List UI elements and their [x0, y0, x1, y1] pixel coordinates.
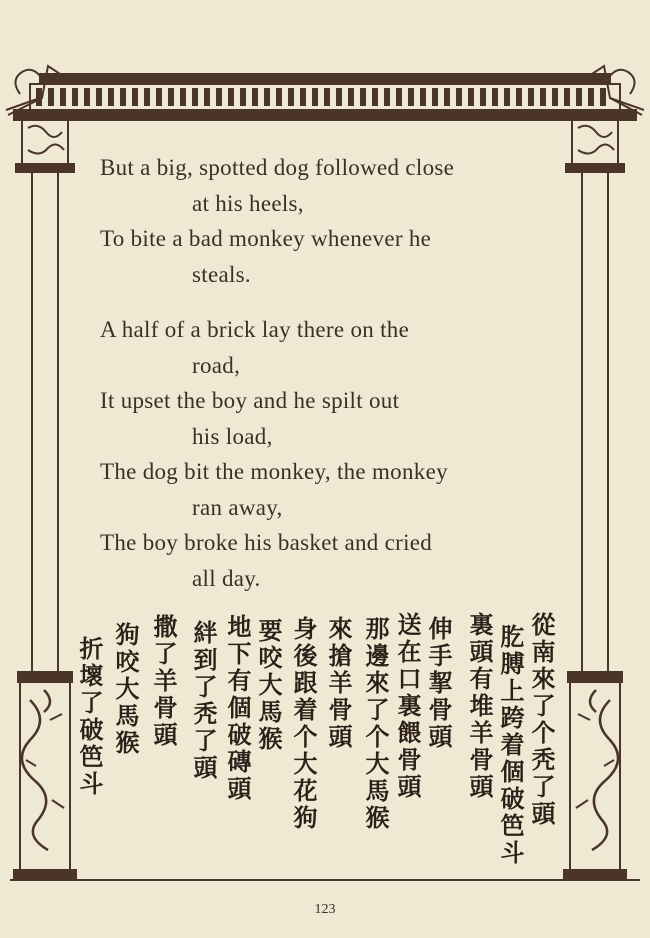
- chinese-column: 送在口裏餵骨頭: [393, 612, 422, 801]
- poem-text: [100, 150, 540, 596]
- poem-line: steals.: [192, 261, 251, 287]
- chinese-column: 伸手挈骨頭: [424, 616, 453, 751]
- chinese-column: 裏頭有堆羊骨頭: [465, 612, 494, 801]
- poem-line: ran away,: [192, 494, 283, 520]
- page-number: 123: [314, 902, 336, 917]
- chinese-column: 要咬大馬猴: [254, 618, 283, 753]
- poem-line: To bite a bad monkey whenever he: [100, 226, 432, 251]
- right-pillar: [564, 120, 626, 880]
- chinese-column: 地下有個破磚頭: [223, 614, 252, 803]
- chinese-column: 那邊來了个大馬猴: [361, 616, 390, 832]
- chinese-column: 來搶羊骨頭: [324, 616, 353, 751]
- chinese-column: 狗咬大馬猴: [111, 622, 140, 757]
- chinese-column: 從南來了个秃了頭: [527, 612, 556, 828]
- poem-line: The dog bit the monkey, the monkey: [100, 459, 448, 484]
- left-pillar: [14, 120, 76, 880]
- roof-tiles: [36, 88, 606, 106]
- poem-line: But a big, spotted dog followed close: [100, 155, 455, 180]
- poem-line: A half of a brick lay there on the: [100, 317, 410, 342]
- chinese-column: 肐膊上跨着個破笆斗: [496, 624, 525, 867]
- poem-line: his load,: [192, 423, 273, 449]
- poem-line: It upset the boy and he spilt out: [100, 388, 400, 413]
- poem-line: at his heels,: [192, 190, 304, 216]
- chinese-column: 撒了羊骨頭: [149, 614, 178, 749]
- chinese-column: 身後跟着个大花狗: [289, 616, 318, 832]
- chinese-column: 絆到了秃了頭: [189, 620, 218, 782]
- poem-line: road,: [192, 352, 241, 378]
- chinese-column: 折壞了破笆斗: [75, 636, 104, 798]
- poem-line: The boy broke his basket and cried: [100, 530, 433, 555]
- stanza-gap: [100, 292, 540, 312]
- poem-line: all day.: [192, 565, 261, 591]
